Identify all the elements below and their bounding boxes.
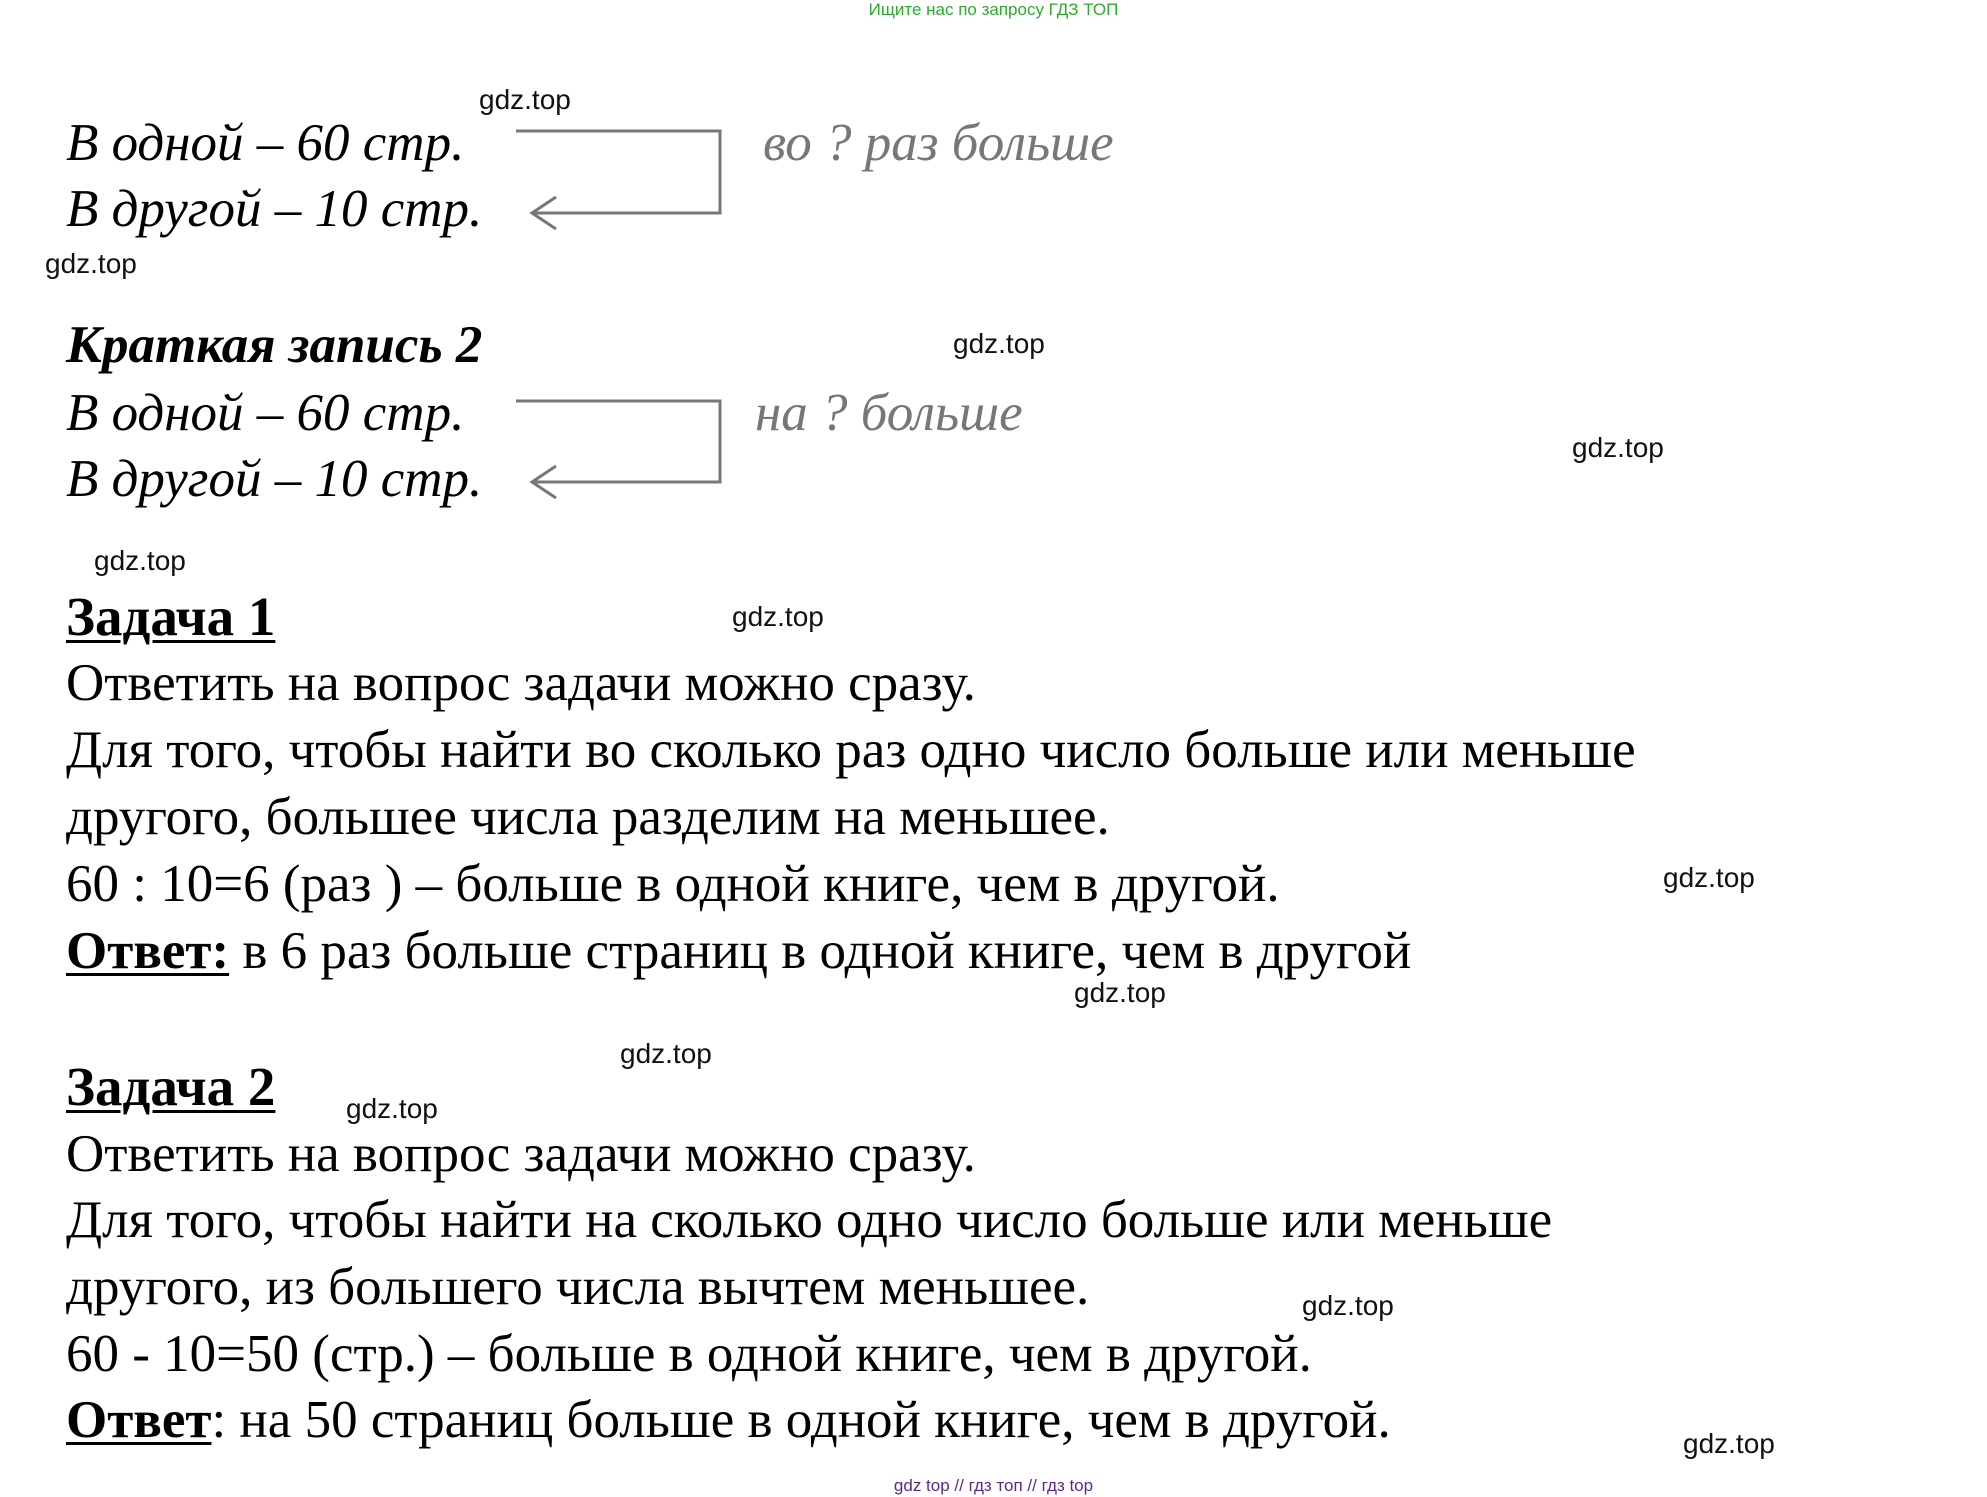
task1-line-3: другого, большее числа разделим на меньшее.: [66, 788, 1110, 846]
task1-line-1: Ответить на вопрос задачи можно сразу.: [66, 654, 976, 712]
watermark: gdz.top: [1074, 977, 1166, 1008]
scheme1-arrow: [516, 131, 720, 229]
task2-answer-label: Ответ: [66, 1391, 212, 1449]
scheme1-line1: В одной – 60 стр.: [66, 114, 465, 172]
task1-heading: Задача 1: [66, 586, 276, 647]
task2-line-2: Для того, чтобы найти на сколько одно число больше или меньше: [66, 1191, 1553, 1249]
top-banner: Ищите нас по запросу ГДЗ ТОП: [868, 0, 1119, 19]
task1-answer-label: Ответ:: [66, 922, 230, 980]
task1-line-4: 60 : 10=6 (раз ) – больше в одной книге, чем в другой.: [66, 855, 1280, 913]
task1-answer: [66, 921, 1411, 981]
scheme2-title: Краткая запись 2: [66, 316, 483, 374]
watermark: gdz.top: [953, 328, 1045, 359]
watermark: gdz.top: [1663, 862, 1755, 893]
task2-line-3: другого, из большего числа вычтем меньшее.: [66, 1258, 1090, 1316]
task2-line-4: 60 - 10=50 (стр.) – больше в одной книге, чем в другой.: [66, 1325, 1312, 1383]
scheme2-line1: В одной – 60 стр.: [66, 384, 465, 442]
scheme2-question: на ? больше: [755, 384, 1023, 442]
task1-line-2: Для того, чтобы найти во сколько раз одно число больше или меньше: [66, 721, 1636, 779]
watermark: gdz.top: [45, 248, 137, 279]
watermark: gdz.top: [620, 1038, 712, 1069]
task2-heading: Задача 2: [66, 1056, 276, 1117]
footer-links: gdz top // гдз топ // гдз top: [893, 1476, 1094, 1495]
task1-answer-text: в 6 раз больше страниц в одной книге, чем в другой: [229, 922, 1412, 980]
watermark: gdz.top: [1572, 432, 1664, 463]
task2-answer-text: : на 50 страниц больше в одной книге, чем в другой.: [211, 1391, 1391, 1449]
scheme2-line2: В другой – 10 стр.: [66, 450, 483, 508]
task2-line-1: Ответить на вопрос задачи можно сразу.: [66, 1125, 976, 1183]
scheme2-arrow: [516, 401, 720, 498]
watermark: gdz.top: [1683, 1428, 1775, 1459]
scheme1-line2: В другой – 10 стр.: [66, 180, 483, 238]
scheme1-question: во ? раз больше: [763, 114, 1114, 172]
watermark: gdz.top: [732, 601, 824, 632]
watermark: gdz.top: [479, 84, 571, 115]
watermark: gdz.top: [346, 1093, 438, 1124]
task2-answer: [66, 1390, 1391, 1450]
watermark: gdz.top: [1302, 1290, 1394, 1321]
watermark: gdz.top: [94, 545, 186, 576]
